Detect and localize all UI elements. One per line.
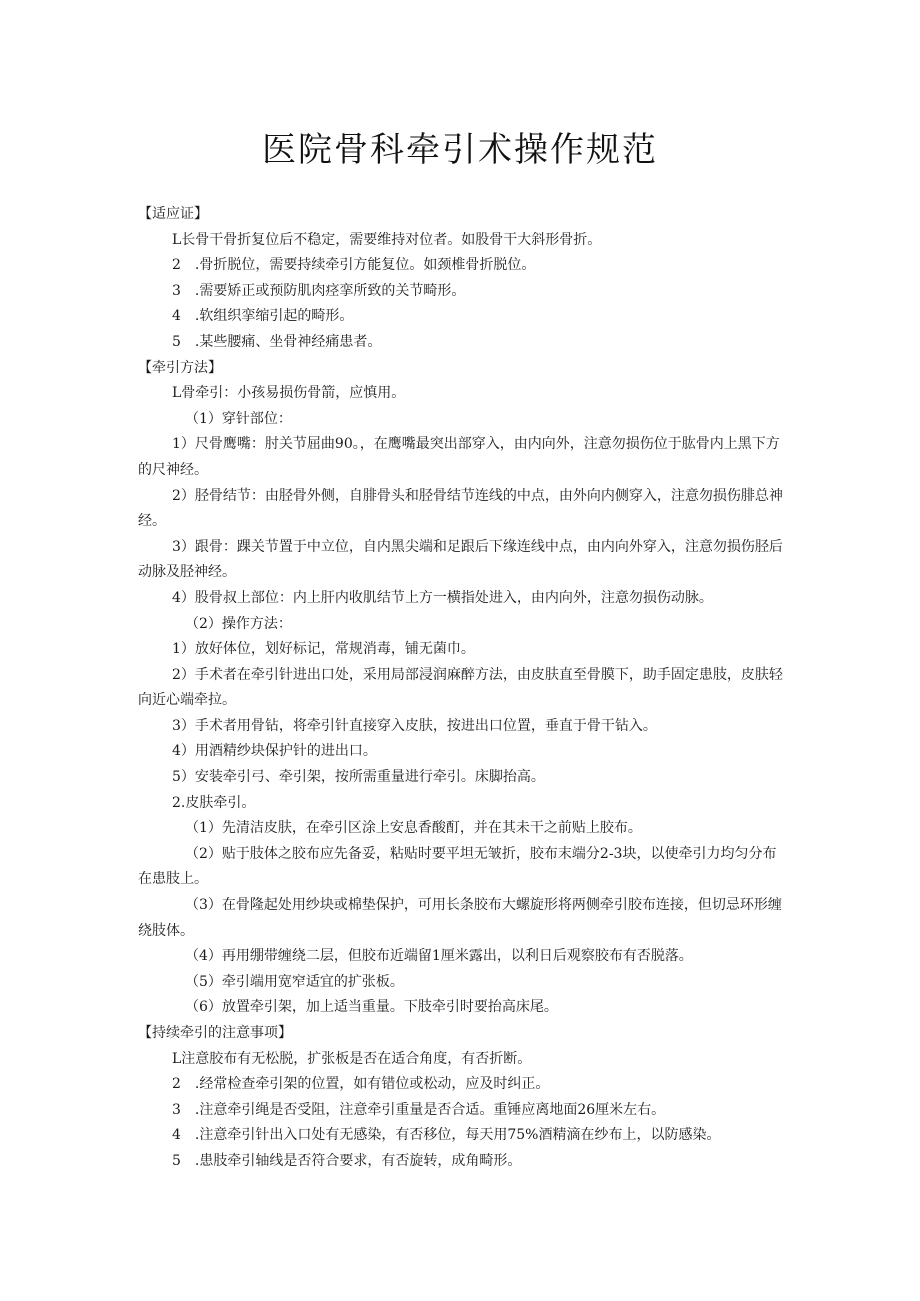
paragraph: 3）手术者用骨钻，将牵引针直接穿入皮肤，按进出口位置，垂直于骨干钻入。 — [172, 717, 657, 734]
paragraph: 3 .需要矫正或预防肌肉痉挛所致的关节畸形。 — [172, 282, 466, 299]
section-heading: 【牵引方法】 — [138, 359, 222, 376]
paragraph: L注意胶布有无松脱，扩张板是否在适合角度，有否折断。 — [172, 1050, 532, 1067]
paragraph: （2）操作方法： — [185, 615, 292, 632]
paragraph: 1）尺骨鹰嘴：肘关节屈曲90。，在鹰嘴最突出部穿入，由内向外，注意勿损伤位于肱骨内上黑下方的尺神经。 — [138, 436, 780, 478]
paragraph: （2）贴于肢体之胶布应先备妥，粘贴时要平坦无皱折，胶布末端分2-3块，以使牵引力均匀分布在患肢上。 — [138, 845, 777, 888]
document-body — [138, 202, 786, 1175]
paragraph: 2 .骨折脱位，需要持续牵引方能复位。如颈椎骨折脱位。 — [172, 257, 536, 274]
paragraph: 4）股骨叔上部位：内上肝内收肌结节上方一横指处进入，由内向外，注意勿损伤动脉。 — [172, 589, 713, 606]
paragraph: 5 .某些腰痛、坐骨神经痛患者。 — [172, 333, 382, 350]
paragraph: L长骨干骨折复位后不稳定，需要维持对位者。如股骨干大斜形骨折。 — [172, 231, 602, 248]
paragraph: L骨牵引：小孩易损伤骨箭，应慎用。 — [172, 385, 406, 402]
paragraph: 2）手术者在牵引针进出口处，采用局部浸润麻醉方法，由皮肤直至骨膜下，助手固定患肢，皮肤轻向近心端牵拉。 — [138, 666, 783, 709]
paragraph: 5 .患肢牵引轴线是否符合要求，有否旋转，成角畸形。 — [172, 1152, 522, 1169]
paragraph: （5）牵引端用宽窄适宜的扩张板。 — [185, 973, 404, 990]
paragraph: 3）跟骨：踝关节置于中立位，自内黑尖端和足跟后下缘连线中点，由内向外穿入，注意勿损伤胫后动脉及胫神经。 — [138, 538, 783, 581]
paragraph: 1）放好体位，划好标记，常规消毒，铺无菌巾。 — [172, 641, 475, 658]
paragraph: 2.皮肤牵引。 — [172, 794, 256, 811]
section-heading: 【持续牵引的注意事项】 — [138, 1025, 292, 1041]
paragraph: 4 .软组织挛缩引起的畸形。 — [172, 308, 354, 325]
paragraph: （3）在骨隆起处用纱块或棉垫保护，可用长条胶布大螺旋形将两侧牵引胶布连接，但切忌环形缠绕肢体。 — [138, 897, 782, 939]
section-heading: 【适应证】 — [138, 206, 208, 222]
paragraph: （6）放置牵引架，加上适当重量。下肢牵引时要抬高床尾。 — [185, 999, 558, 1016]
paragraph: 3 .注意牵引绳是否受阻，注意牵引重量是否合适。重锤应离地面26厘米左右。 — [172, 1101, 666, 1118]
paragraph: 4）用酒精纱块保护针的进出口。 — [172, 743, 377, 760]
page-title: 医院骨科牵引术操作规范 — [262, 130, 658, 170]
paragraph: 2）胫骨结节：由胫骨外侧，自腓骨头和胫骨结节连线的中点，由外向内侧穿入，注意勿损伤腓总神经。 — [138, 487, 783, 530]
paragraph: 2 .经常检查牵引架的位置，如有错位或松动，应及时纠正。 — [172, 1076, 550, 1093]
paragraph: （4）再用绷带缠绕二层，但胶布近端留1厘米露出，以利日后观察胶布有否脱落。 — [185, 948, 693, 965]
paragraph: （1）先清洁皮肤，在牵引区涂上安息香酸酊，并在其未干之前贴上胶布。 — [185, 820, 642, 837]
paragraph: 5）安装牵引弓、牵引架，按所需重量进行牵引。床脚抬高。 — [172, 769, 545, 786]
paragraph: 4 .注意牵引针出入口处有无感染，有否移位，每天用75%酒精滴在纱布上，以防感染。 — [172, 1127, 721, 1144]
paragraph: （1）穿针部位： — [185, 410, 292, 427]
